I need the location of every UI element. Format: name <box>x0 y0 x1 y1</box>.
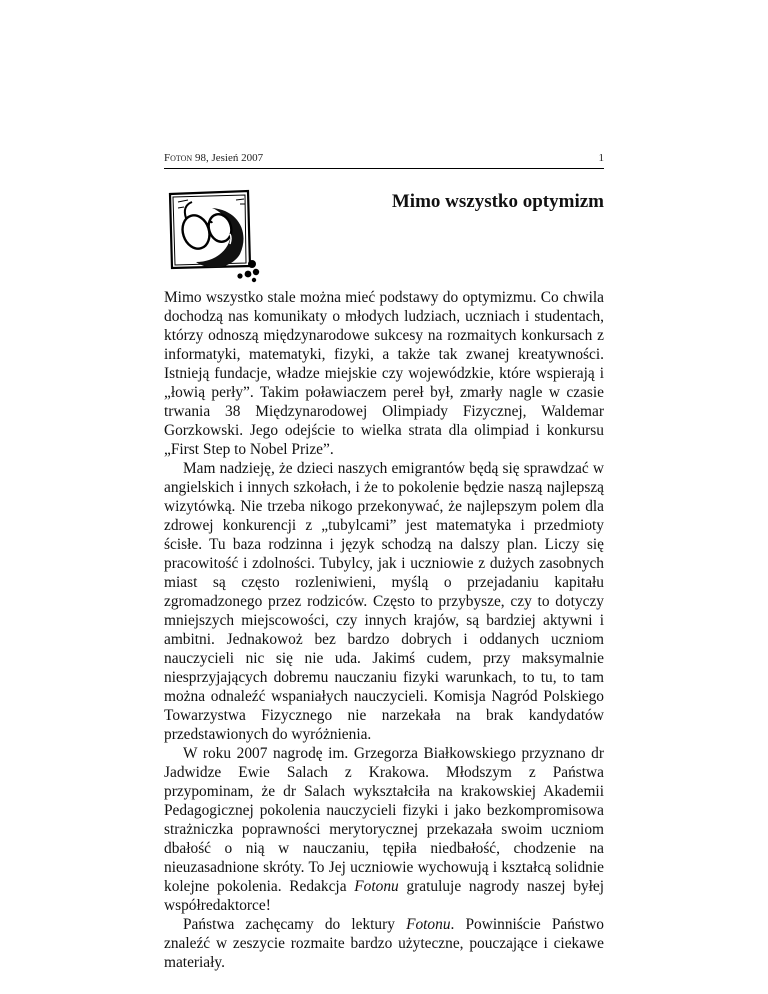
paragraph-4: Państwa zachęcamy do lektury Fotonu. Powinniście Państwo znaleźć w zeszycie rozmaite bardzo użyteczne, pouczające i ciekawe materiały. <box>164 916 604 971</box>
journal-italic: Fotonu <box>354 878 399 895</box>
article-body <box>164 288 604 972</box>
running-head <box>164 151 604 165</box>
paragraph-1: Mimo wszystko stale można mieć podstawy do optymizmu. Co chwila dochodzą nas komunikaty o młodych ludziach, uczniach i studentach, którzy odnoszą międzynarodowe sukcesy na rozmaitych konkursach z informatyki, matematyki, fizyki, a także tak zwanej kreatywności. Istnieją fundacje, władze miejskie czy wojewódzkie, które wspierają i „łowią perły”. Takim poławiaczem pereł był, zmarły nagle w czasie trwania 38 Międzynarodowej Olimpiady Fizycznej, Waldemar Gorzkowski. Jego odejście to wielka strata dla olimpiad i konkursu „First Step to Nobel Prize”. <box>164 289 604 458</box>
page-number: 1 <box>598 152 604 164</box>
glasses-icon <box>166 188 262 284</box>
header-rule <box>164 168 604 169</box>
paragraph-3: W roku 2007 nagrodę im. Grzegorza Białkowskiego przyznano dr Jadwidze Ewie Salach z Krakowa. Młodszym z Państwa przypominam, że dr Salach wykształciła na krakowskiej Akademii Pedagogicznej pokolenia nauczycieli fizyki i jako bezkompromisowa strażniczka poprawności merytorycznej przekazała swoim uczniom dbałość o nią w nauczaniu, tępiła niedbałość, chodzenie na nieuzasadnione skróty. To Jej uczniowie wychowują i kształcą solidnie kolejne pokolenia. Redakcja Fotonu gratuluje nagrody naszej byłej współredaktorce! <box>164 745 604 914</box>
journal-italic: Fotonu <box>406 916 451 933</box>
article-title: Mimo wszystko optymizm <box>391 191 604 212</box>
paragraph-2: Mam nadzieję, że dzieci naszych emigrantów będą się sprawdzać w angielskich i innych szkołach, i że to pokolenie będzie naszą najlepszą wizytówką. Nie trzeba nikogo przekonywać, że najlepszym polem dla zdrowej konkurencji z „tubylcami” jest matematyka i przedmioty ścisłe. Tu baza rodzinna i język schodzą na dalszy plan. Liczy się pracowitość i zdolności. Tubylcy, jak i uczniowie z dużych zasobnych miast są często rozleniwieni, myślą o przejadaniu kapitału zgromadzonego przez rodziców. Często to przybysze, czy to dotyczy mniejszych miejscowości, czy innych krajów, są bardziej aktywni i ambitni. Jednakowoż bez bardzo dobrych i oddanych uczniom nauczycieli nic się nie uda. Jakimś cudem, przy maksymalnie niesprzyjających dobremu nauczaniu fizyki warunkach, to tu, to tam można odnaleźć wspaniałych nauczycieli. Komisja Nagród Polskiego Towarzystwa Fizycznego nie narzekała na brak kandydatów przedstawionych do wyróżnienia. <box>164 460 604 743</box>
issue-info: 98, Jesień 2007 <box>194 152 264 164</box>
journal-name: Foton <box>164 152 193 164</box>
